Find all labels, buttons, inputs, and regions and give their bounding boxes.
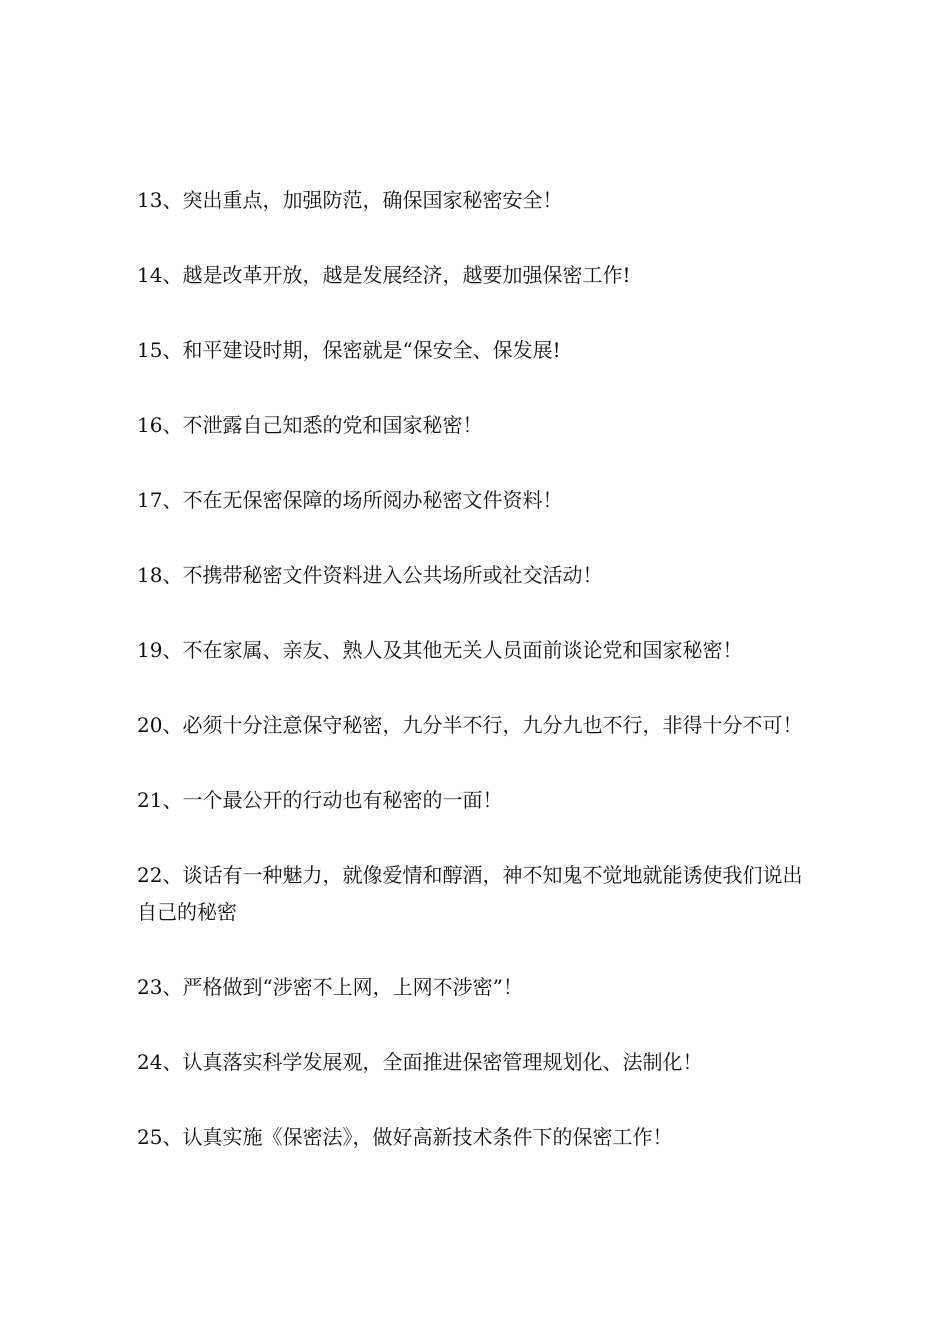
slogan-item-19: 19、不在家属、亲友、熟人及其他无关人员面前谈论党和国家秘密！ [137,638,743,662]
slogan-item-18: 18、不携带秘密文件资料进入公共场所或社交活动！ [137,563,603,587]
slogan-item-23: 23、严格做到“涉密不上网，上网不涉密”！ [137,975,523,999]
slogan-item-15: 15、和平建设时期，保密就是“保安全、保发展! [137,338,561,362]
slogan-item-13: 13、突出重点，加强防范，确保国家秘密安全！ [137,188,563,212]
slogan-item-20: 20、必须十分注意保守秘密，九分半不行，九分九也不行，非得十分不可！ [137,713,803,737]
slogan-item-21: 21、一个最公开的行动也有秘密的一面！ [137,788,503,812]
slogan-item-16: 16、不泄露自己知悉的党和国家秘密！ [137,413,483,437]
slogan-item-22: 22、谈话有一种魅力，就像爱情和醇酒，神不知鬼不觉地就能诱使我们说出自己的秘密 [137,863,803,924]
slogan-item-25: 25、认真实施《保密法》，做好高新技术条件下的保密工作！ [137,1125,673,1149]
slogan-item-14: 14、越是改革开放，越是发展经济，越要加强保密工作! [137,263,631,287]
slogan-list [137,182,817,1194]
slogan-item-24: 24、认真落实科学发展观，全面推进保密管理规划化、法制化！ [137,1050,703,1074]
slogan-item-17: 17、不在无保密保障的场所阅办秘密文件资料！ [137,488,563,512]
